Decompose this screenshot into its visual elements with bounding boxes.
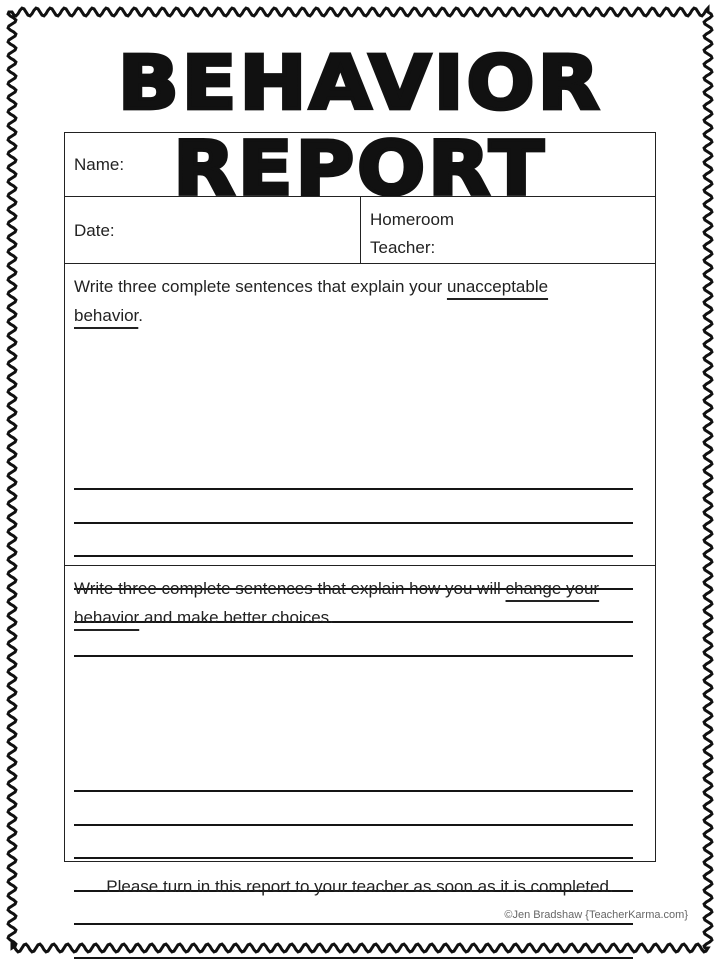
writing-line [74,824,633,826]
q1-underlined-1: unacceptable [446,277,549,296]
homeroom-teacher-label [370,206,454,262]
writing-line [74,957,633,959]
homeroom-label-line1: Homeroom [370,210,455,229]
copyright-credit: ©Jen Bradshaw {TeacherKarma.com} [504,909,688,921]
date-homeroom-row [65,197,655,264]
page-title: BEHAVIOR REPORT [117,39,603,212]
writing-line [74,923,633,925]
q2-underlined-1: change your [505,579,600,598]
name-row [65,133,655,197]
date-label: Date: [74,221,115,240]
name-label: Name: [74,155,125,174]
q1-text-before: Write three complete sentences that explain your [74,277,447,296]
question-1-section [65,264,655,566]
date-cell [65,197,361,263]
homeroom-label-line2: Teacher: [370,238,436,257]
q1-underlined-2: behavior [74,306,139,325]
writing-line [74,857,633,859]
footer-instruction: Please turn in this report to your teacher as soon as it is completed. [106,877,614,896]
q1-text-after: . [138,306,144,325]
writing-line [74,488,633,490]
question-2-section [65,566,655,863]
question-1-prompt [74,272,634,330]
behavior-report-form [64,132,656,862]
question-2-prompt [74,574,634,632]
writing-line [74,555,633,557]
writing-line [74,790,633,792]
q2-text-before: Write three complete sentences that explain how you will [74,579,506,598]
homeroom-teacher-cell [361,197,655,263]
q2-underlined-2: behavior [74,608,140,627]
writing-line [74,522,633,524]
q2-text-after: and make better choices. [139,608,334,627]
